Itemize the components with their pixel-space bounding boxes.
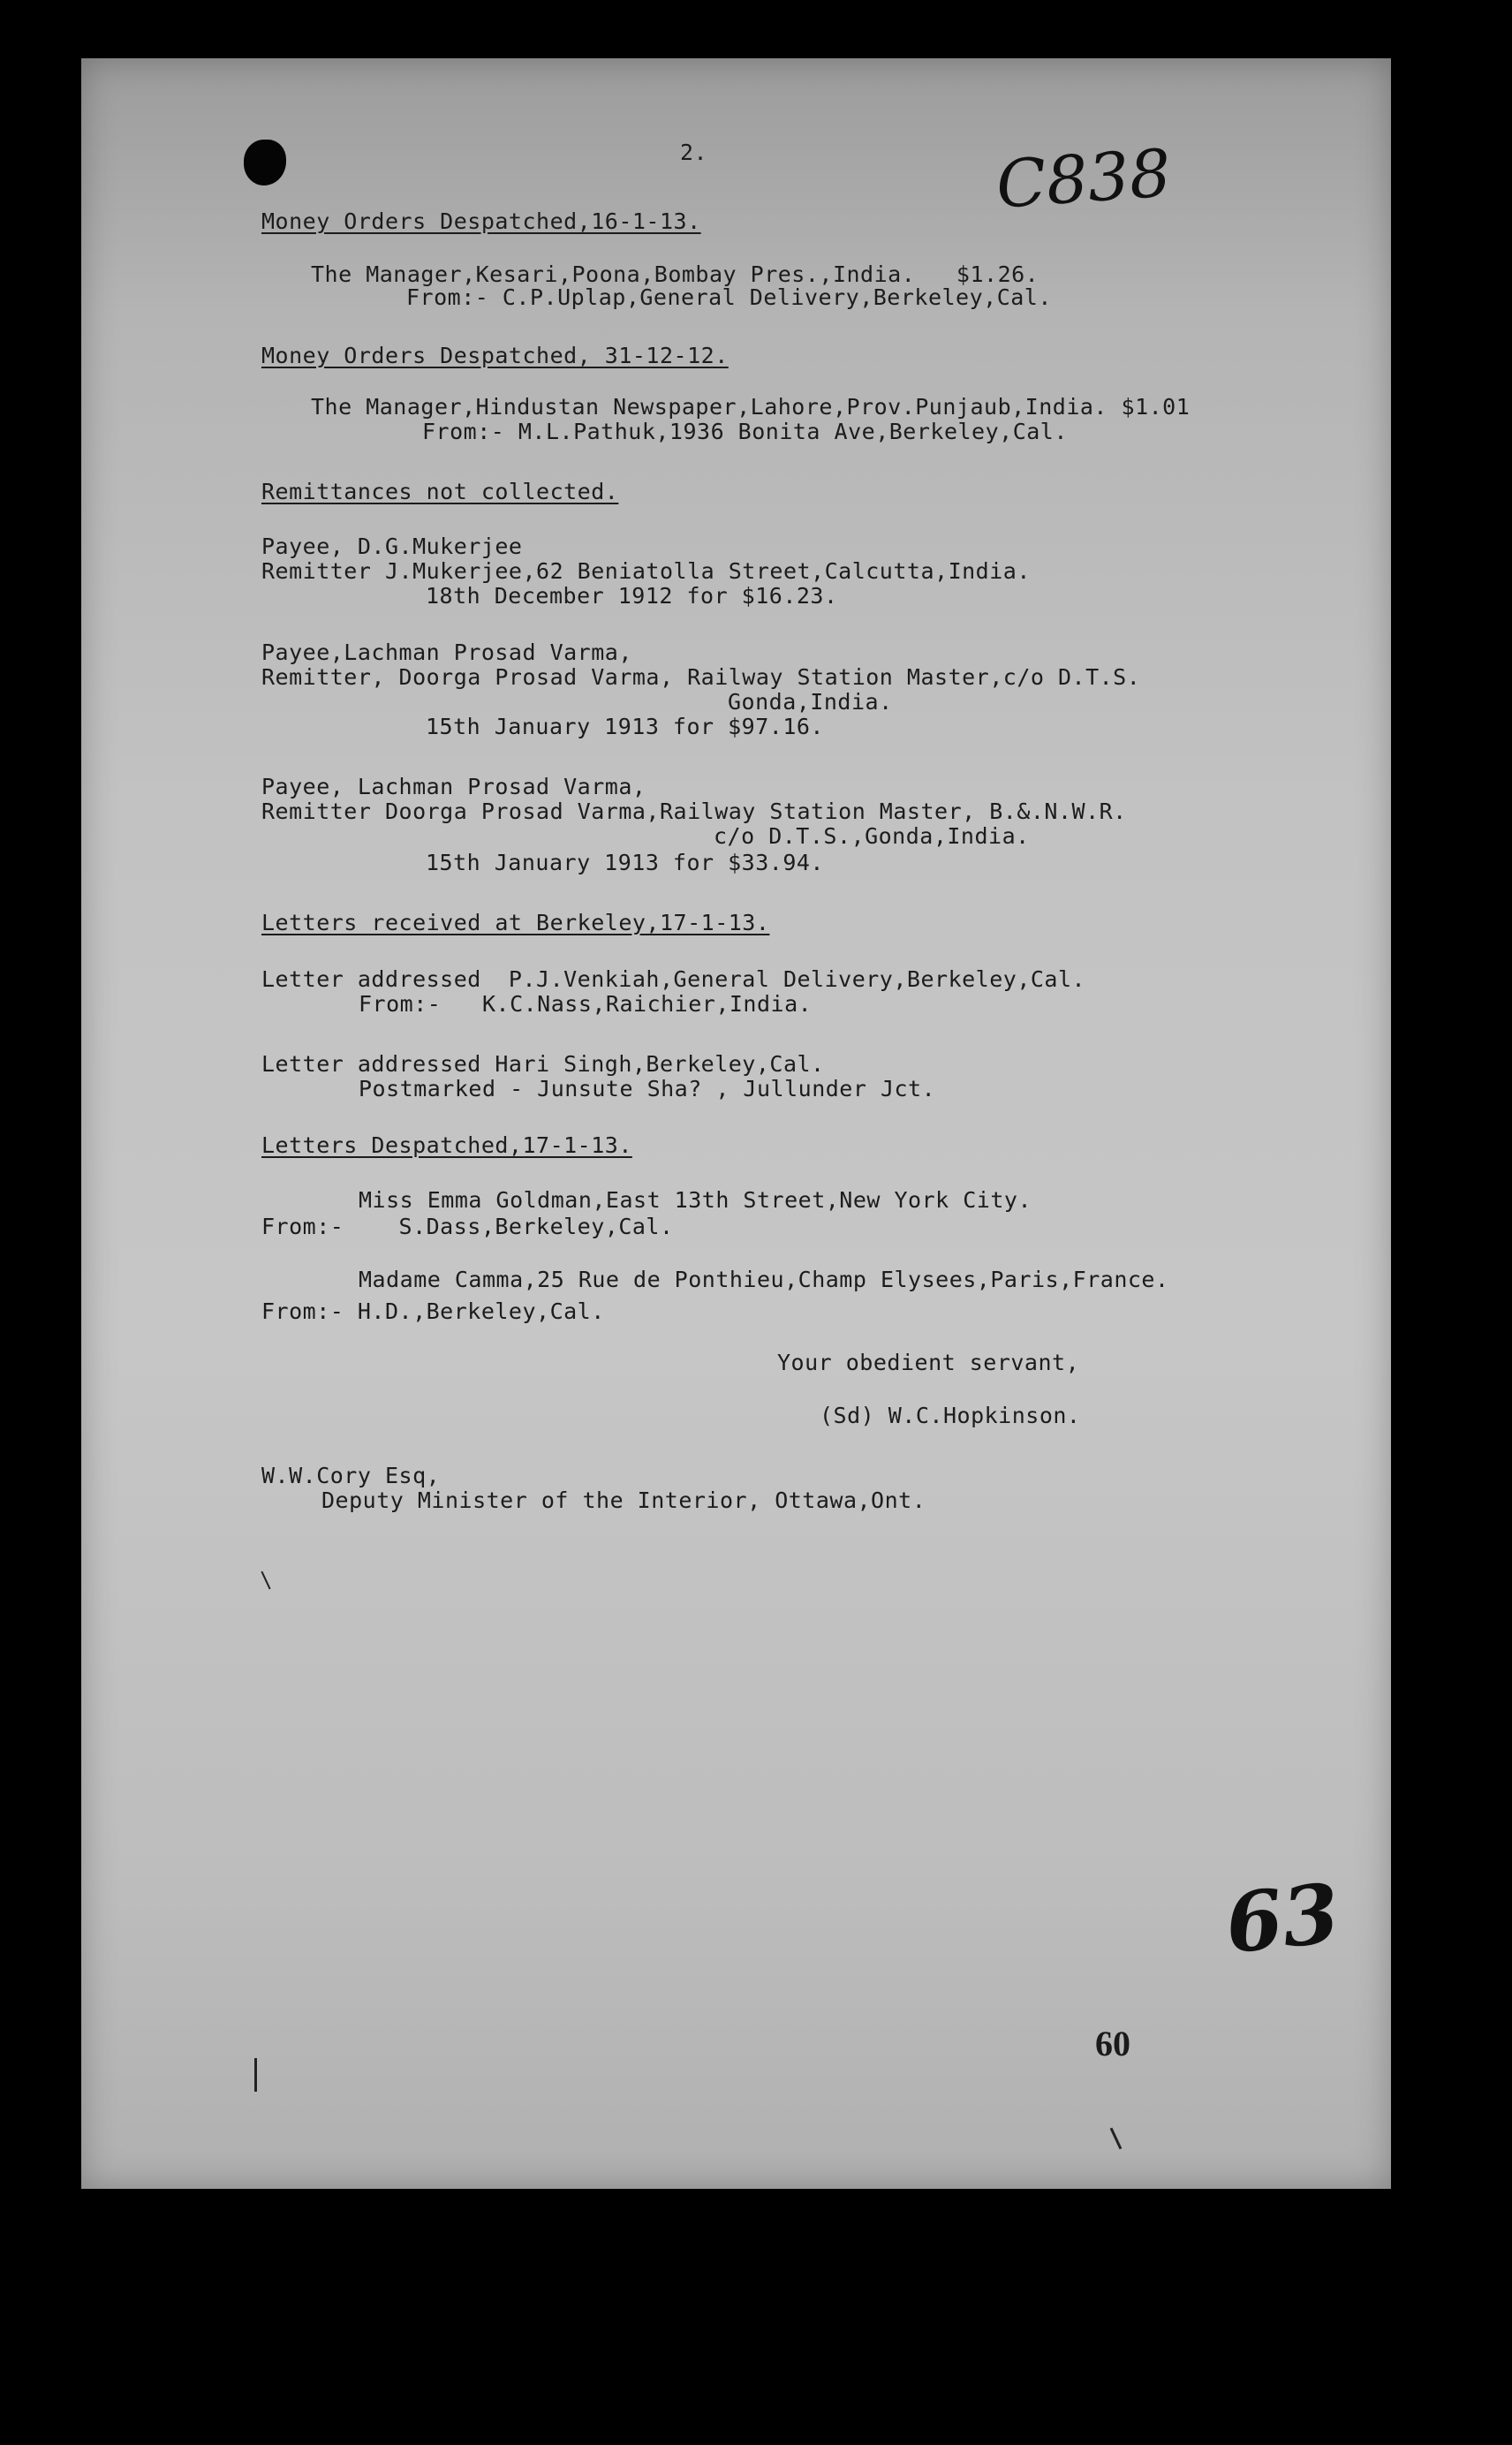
document-sheet [81,58,1391,2189]
folio-stamped: 60 [1095,2024,1130,2063]
section-heading: Money Orders Despatched,16-1-13. [261,208,701,234]
section-heading: Remittances not collected. [261,479,619,504]
entry-line: The Manager,Kesari,Poona,Bombay Pres.,India. $1.26. [311,261,1040,287]
addressee-line: Deputy Minister of the Interior, Ottawa,Ont. [321,1487,926,1513]
closing-line: Your obedient servant, [777,1350,1080,1375]
section-heading: Letters received at Berkeley,17-1-13. [261,910,770,935]
reference-handwritten: C838 [994,135,1174,223]
folio-handwritten: 63 [1221,1865,1344,1972]
entry-line: 18th December 1912 for $16.23. [426,583,838,609]
entry-line: Gonda,India. [728,689,893,715]
entry-line: From:- H.D.,Berkeley,Cal. [261,1298,605,1324]
entry-line: Remitter J.Mukerjee,62 Beniatolla Street,Calcutta,India. [261,558,1031,584]
entry-line: 15th January 1913 for $97.16. [426,714,824,739]
entry-line: From:- C.P.Uplap,General Delivery,Berkeley,Cal. [406,284,1052,310]
entry-line: Payee, Lachman Prosad Varma, [261,774,646,799]
section-heading: Letters Despatched,17-1-13. [261,1132,632,1158]
entry-line: Miss Emma Goldman,East 13th Street,New York City. [359,1187,1032,1213]
entry-line: c/o D.T.S.,Gonda,India. [714,823,1030,849]
entry-line: Payee, D.G.Mukerjee [261,534,523,559]
entry-line: From:- S.Dass,Berkeley,Cal. [261,1214,674,1239]
entry-line: Madame Camma,25 Rue de Ponthieu,Champ Elysees,Paris,France. [359,1267,1169,1292]
entry-line: From:- K.C.Nass,Raichier,India. [359,991,813,1017]
signature: (Sd) W.C.Hopkinson. [820,1403,1081,1428]
stray-mark [254,2058,257,2092]
entry-line: Postmarked - Junsute Sha? , Jullunder Jct. [359,1076,936,1101]
entry-line: Payee,Lachman Prosad Varma, [261,640,632,665]
entry-line: The Manager,Hindustan Newspaper,Lahore,Prov.Punjaub,India. $1.01 [311,394,1191,420]
entry-line: 15th January 1913 for $33.94. [426,850,824,875]
addressee-line: W.W.Cory Esq, [261,1463,441,1488]
entry-line: From:- M.L.Pathuk,1936 Bonita Ave,Berkeley,Cal. [422,419,1068,444]
entry-line: Letter addressed Hari Singh,Berkeley,Cal. [261,1051,825,1077]
page-number: 2. [680,140,708,165]
entry-line: Remitter, Doorga Prosad Varma, Railway Station Master,c/o D.T.S. [261,664,1141,690]
entry-line: Letter addressed P.J.Venkiah,General Delivery,Berkeley,Cal. [261,966,1086,992]
section-heading: Money Orders Despatched, 31-12-12. [261,343,729,368]
entry-line: Remitter Doorga Prosad Varma,Railway Station Master, B.&.N.W.R. [261,799,1127,824]
